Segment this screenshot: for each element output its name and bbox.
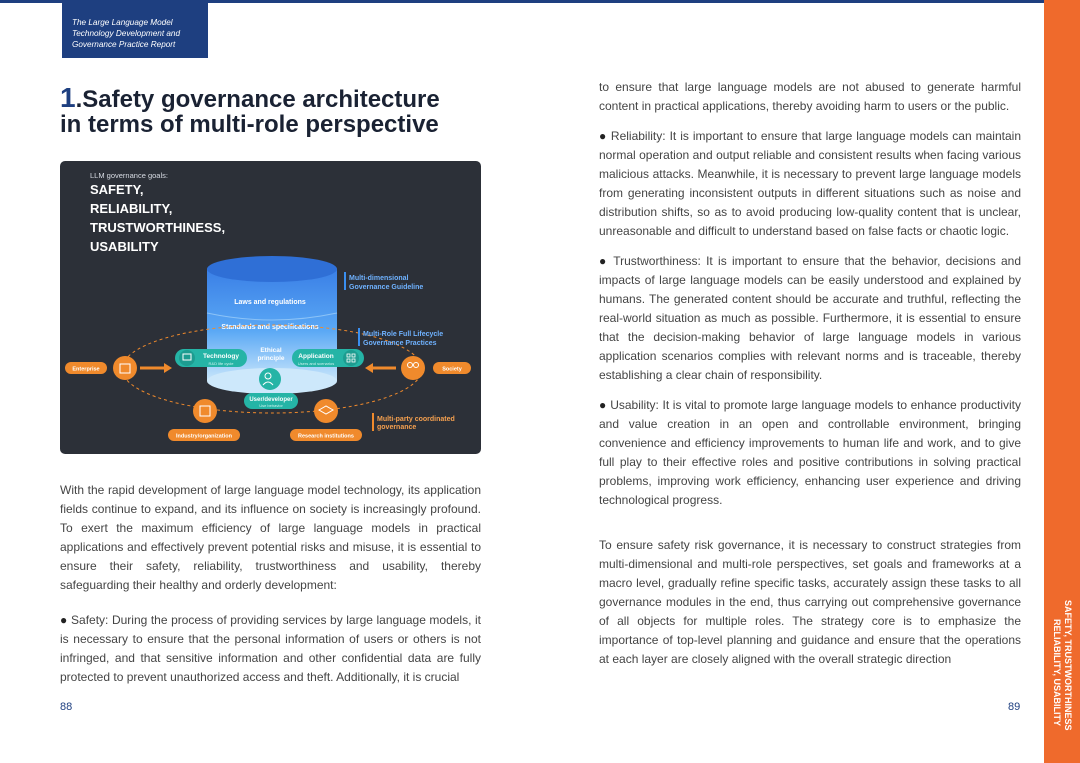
- side-label-line2: RELIABILITY, USABILITY: [1052, 619, 1062, 727]
- right-column: [599, 78, 1021, 669]
- left-column: [60, 481, 481, 687]
- section-title: [60, 82, 500, 138]
- section-number: 1: [60, 82, 76, 113]
- center-principle: principle: [257, 355, 285, 362]
- lifecycle-label: Multi-Role Full Lifecycle: [363, 331, 444, 338]
- safety-text: Safety: During the process of providing services by large language models, it is necessary to ensure that the personal information of users or others is not infringed, and that sensitive information and other confidential data are fully protected to prevent unauthorized access and theft. Additionally, it is crucial: [60, 613, 481, 684]
- technology-icon: [179, 350, 195, 366]
- center-ethical: Ethical: [260, 347, 282, 354]
- strategy-paragraph: To ensure safety risk governance, it is necessary to construct strategies from multi-dimensional and multi-role perspectives, set goals and frameworks at a macro level, gradually refine specific tasks, accurately assign these tasks to all governance modules in the end, thus carrying out comprehensive governance of all objects for multiple roles. The strategy core is to emphasize the importance of top-level planning and guidance and ensure that the operations at each layer are closely aligned with the overall strategic direction: [599, 538, 1021, 666]
- bullet-icon: ●: [599, 129, 607, 143]
- goal-safety: SAFETY,: [90, 182, 144, 197]
- trustworthiness-text: Trustworthiness: It is important to ensure that the behavior, decisions and impacts of large language models can be easily understood and explained by humans. The generated content should be accurate and truthful, reflecting the real-world situation as much as possible. Furthermore, it is essential to ensure that the decision-making behavior of large language models in various application scenarios complies with relevant norms and is traceable, thereby establishing a clear chain of responsibility.: [599, 254, 1021, 382]
- intro-paragraph: With the rapid development of large language model technology, its application fields continue to expand, and its influence on society is increasingly profound. To exert the maximum efficiency of large language models in practical applications and effectively prevent potential risks and misuse, it is essential to ensure their safety, reliability, trustworthiness and usability, thereby safeguarding their healthy and orderly development:: [60, 483, 481, 592]
- technology-sub: R&D life cycle: [208, 361, 234, 366]
- application-sub: Users and scenarios: [297, 361, 335, 366]
- user-developer-sub: Use behavior: [259, 403, 283, 408]
- report-title-line: The Large Language Model: [72, 18, 173, 27]
- enterprise-icon: [113, 356, 137, 380]
- application-label: Application: [298, 353, 334, 360]
- research-label: Research institutions: [298, 433, 354, 440]
- page-number-left: 88: [60, 701, 73, 713]
- chapter-side-label: [1044, 600, 1080, 752]
- society-label: Society: [442, 366, 462, 373]
- cylinder-top: [207, 256, 337, 282]
- bullet-icon: ●: [60, 613, 68, 627]
- multi-dimensional-label: Multi-dimensional: [349, 275, 409, 282]
- label-bar: [344, 272, 346, 290]
- technology-label: Technology: [203, 353, 239, 360]
- governance-guideline-label-text: Governance Guideline: [349, 284, 424, 291]
- page-number-right: 89: [1008, 701, 1021, 713]
- application-icon: [343, 350, 359, 366]
- safety-paragraph: [60, 611, 481, 687]
- governance-diagram: [60, 161, 481, 454]
- research-icon: [314, 399, 338, 423]
- coordinated-label: Multi-party coordinated: [377, 416, 455, 423]
- industry-icon: [193, 399, 217, 423]
- goal-usability: USABILITY: [90, 239, 159, 254]
- arrow-head: [164, 363, 172, 373]
- report-title-line: Technology Development and: [72, 29, 181, 38]
- user-developer-label: User/developer: [249, 397, 293, 403]
- trustworthiness-paragraph: [599, 252, 1021, 385]
- side-label-line1: SAFETY, TRUSTWORTHINESS: [1063, 600, 1073, 731]
- safety-continued: to ensure that large language models are not abused to generate harmful content in practical applications, thereby avoiding harm to users or the public.: [599, 80, 1021, 113]
- goal-trustworthiness: TRUSTWORTHINESS,: [90, 220, 226, 235]
- report-title-line: Governance Practice Report: [72, 40, 176, 49]
- section-title-line1: .Safety governance architecture: [75, 86, 440, 113]
- label-bar: [358, 328, 360, 346]
- bullet-icon: ●: [599, 254, 609, 268]
- layer-laws: Laws and regulations: [234, 299, 306, 306]
- enterprise-label: Enterprise: [72, 366, 100, 373]
- coordinated-governance-label: governance: [377, 424, 417, 431]
- label-bar: [372, 413, 374, 431]
- society-icon: [401, 356, 425, 380]
- industry-label: Industry/organization: [176, 433, 232, 440]
- layer-standards: Standards and specifications: [221, 324, 319, 331]
- reliability-text: Reliability: It is important to ensure that large language models can maintain normal operation and output reliable and consistent results when facing various malicious attacks. Meanwhile, it is necessary to prevent large language models from generating inconsistent outputs in different situations such as noise and distribution shifts, so as to avoid producing low-quality content that is unclear, unreasonable and difficult to understand based on false facts or chaotic logic.: [599, 129, 1021, 238]
- governance-practices-label: Governance Practices: [363, 340, 437, 347]
- usability-text: Usability: It is vital to promote large language models to enhance productivity and value creation in an open and controllable environment, bringing convenience and efficiency improvements to human life and work, and to give full play to their effective roles and positive contributions in solving practical problems, improving work efficiency, enhancing user experience and driving technological progress.: [599, 398, 1021, 507]
- governance-figure: [60, 161, 481, 454]
- reliability-paragraph: [599, 127, 1021, 241]
- user-icon: [259, 368, 281, 390]
- section-title-line2: in terms of multi-role perspective: [60, 111, 439, 138]
- goals-label: LLM governance goals:: [90, 171, 168, 180]
- usability-paragraph: [599, 396, 1021, 510]
- arrow-head: [365, 363, 373, 373]
- goal-reliability: RELIABILITY,: [90, 201, 173, 216]
- bullet-icon: ●: [599, 398, 607, 412]
- report-header-tab: [62, 3, 208, 58]
